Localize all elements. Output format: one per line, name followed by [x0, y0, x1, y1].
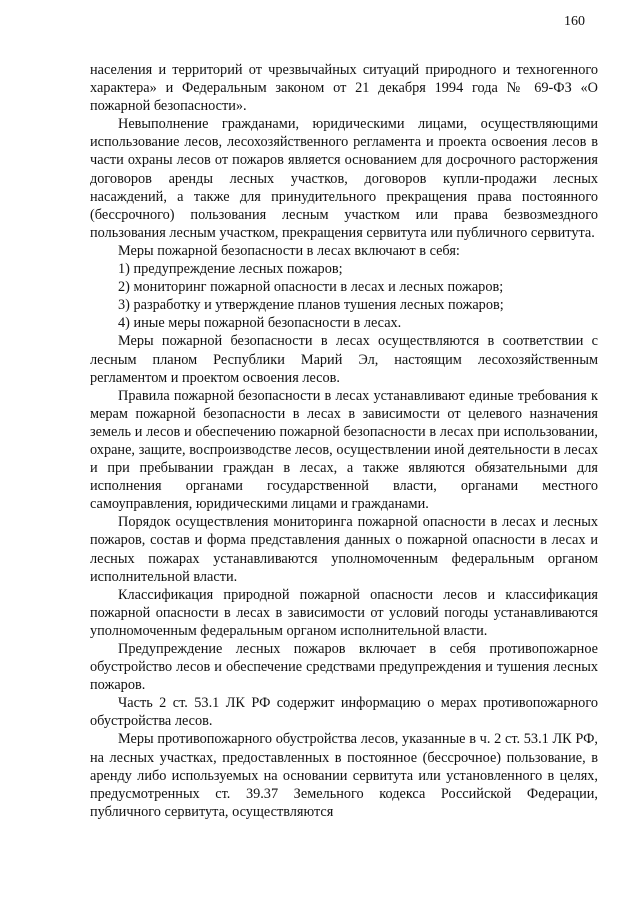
page-number: 160 — [564, 14, 585, 29]
paragraph: Порядок осуществления мониторинга пожарной опасности в лесах и лесных пожаров, состав и форма представления данных о пожарной опасности в лесах и лесных пожарах устанавливаются уполномоченным федеральным органом исполнительной власти. — [90, 514, 598, 585]
paragraph: Часть 2 ст. 53.1 ЛК РФ содержит информацию о мерах противопожарного обустройства лесов. — [90, 695, 598, 730]
paragraph: Меры противопожарного обустройства лесов, указанные в ч. 2 ст. 53.1 ЛК РФ, на лесных участках, предоставленных в постоянное (бессрочное) пользование, в аренду либо используемых на основании сервитута или установленного в целях, предусмотренных ст. 39.37 Земельного кодекса Российской Федерации, публичного сервитута, осуществляются — [90, 731, 598, 820]
document-body — [90, 61, 598, 821]
paragraph: 3) разработку и утверждение планов тушения лесных пожаров; — [118, 297, 504, 314]
paragraph: населения и территорий от чрезвычайных ситуаций природного и техногенного характера» и Федеральным законом от 21 декабря 1994 года № 69-ФЗ «О пожарной безопасности». — [90, 62, 598, 115]
paragraph: Меры пожарной безопасности в лесах включают в себя: — [118, 242, 460, 259]
paragraph: Предупреждение лесных пожаров включает в себя противопожарное обустройство лесов и обеспечение средствами предупреждения и тушения лесных пожаров. — [90, 641, 598, 694]
paragraph: 1) предупреждение лесных пожаров; — [118, 261, 343, 278]
paragraph: Меры пожарной безопасности в лесах осуществляются в соответствии с лесным планом Республики Марий Эл, настоящим лесохозяйственным регламентом и проектом освоения лесов. — [90, 333, 598, 386]
paragraph: Невыполнение гражданами, юридическими лицами, осуществляющими использование лесов, лесохозяйственного регламента и проекта освоения лесов в части охраны лесов от пожаров является основанием для досрочного расторжения договоров аренды лесных участков, договоров купли-продажи лесных насаждений, а также для принудительного прекращения права постоянного (бессрочного) пользования лесным участком или права безвозмездного пользования лесным участком, прекращения сервитута или публичного сервитута. — [90, 116, 598, 241]
paragraph: 4) иные меры пожарной безопасности в лесах. — [118, 315, 402, 332]
paragraph: 2) мониторинг пожарной опасности в лесах и лесных пожаров; — [118, 279, 504, 296]
paragraph: Правила пожарной безопасности в лесах устанавливают единые требования к мерам пожарной безопасности в лесах в зависимости от целевого назначения земель и лесов и обеспечению пожарной безопасности в лесах при использовании, охране, защите, воспроизводстве лесов, осуществлении иной деятельности в лесах и при пребывании граждан в лесах, а также являются обязательными для исполнения органами государственной власти, органами местного самоуправления, юридическими лицами и гражданами. — [90, 387, 598, 513]
paragraph: Классификация природной пожарной опасности лесов и классификация пожарной опасности в лесах в зависимости от условий погоды устанавливаются уполномоченным федеральным органом исполнительной власти. — [90, 586, 598, 639]
